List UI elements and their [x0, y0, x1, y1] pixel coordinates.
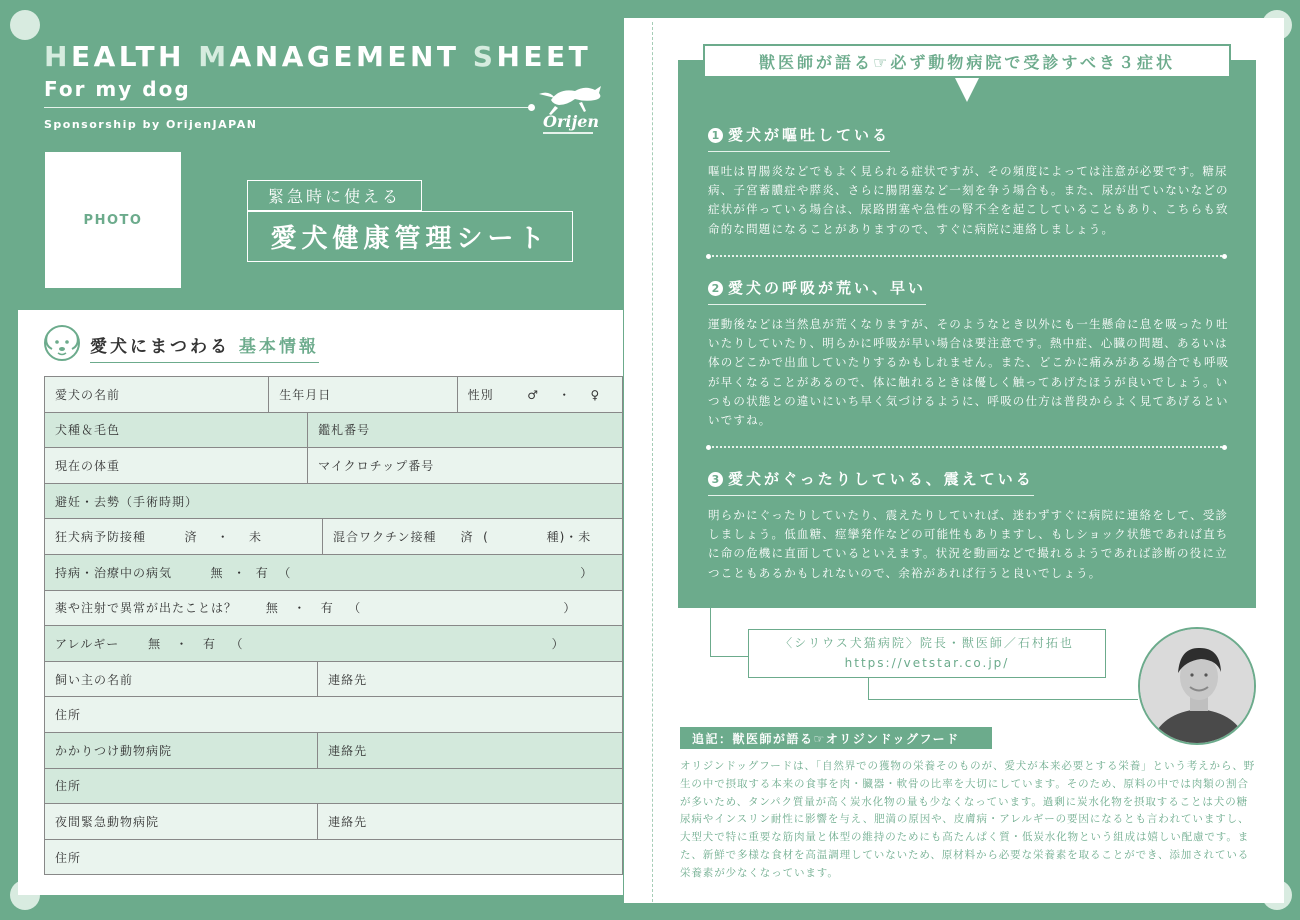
- form-field[interactable]: 現在の体重: [45, 448, 308, 483]
- form-field[interactable]: 性別 ♂ ・ ♀: [467, 387, 601, 402]
- number-badge: 2: [708, 281, 723, 296]
- sheet-title: [44, 40, 591, 73]
- fold-line: [652, 22, 653, 902]
- svg-text:Orijen: Orijen: [543, 112, 600, 131]
- title-part: EALTH: [70, 40, 199, 73]
- symptoms-banner: 獣医師が語る☞必ず動物病院で受診すべき３症状: [703, 44, 1231, 78]
- form-field[interactable]: 住所: [55, 850, 82, 865]
- title-part: H: [44, 40, 71, 73]
- connector-line: [868, 699, 1138, 700]
- connector-line: [710, 607, 711, 657]
- emergency-badge: 緊急時に使える: [247, 180, 422, 211]
- form-field[interactable]: 連絡先: [328, 814, 368, 829]
- vet-url-link[interactable]: https://vetstar.co.jp/: [844, 656, 1010, 670]
- form-row: [44, 733, 623, 769]
- symptom-1-title: 1 愛犬が嘔吐している: [708, 124, 890, 152]
- form-field[interactable]: 鑑札番号: [318, 423, 371, 438]
- symptom-3-title: 3 愛犬がぐったりしている、震えている: [708, 468, 1034, 496]
- form-row: [44, 448, 623, 484]
- header-rule-dot: [528, 104, 535, 111]
- form-field[interactable]: 飼い主の名前: [45, 662, 318, 697]
- form-field[interactable]: 避妊・去勢（手術時期）: [55, 494, 199, 509]
- vet-credit: [748, 629, 1106, 678]
- form-field[interactable]: マイクロチップ番号: [318, 458, 435, 473]
- title-part: HEET: [496, 40, 592, 73]
- photo-placeholder[interactable]: PHOTO: [45, 152, 181, 288]
- title-part: ANAGEMENT: [229, 40, 473, 73]
- symptom-1-body: 嘔吐は胃腸炎などでもよく見られる症状ですが、その頻度によっては注意が必要です。糖尿病、子宮蓄膿症や膵炎、さらに腸閉塞など一刻を争う場合も。また、尿が出ていないなどの症状が伴っている場合は、尿路閉塞や急性の腎不全を起こしていることもあり、こちらも致命的な問題になることがありますので、すぐに病院に連絡しましょう。: [708, 164, 1229, 236]
- title-part: M: [198, 40, 230, 73]
- form-row: [44, 413, 623, 449]
- basic-info-title: 愛犬にまつわる 基本情報: [90, 332, 319, 363]
- vet-name: 〈シリウス犬猫病院〉院長・獣医師／石村拓也: [780, 636, 1074, 650]
- form-field[interactable]: 連絡先: [328, 743, 368, 758]
- number-badge: 1: [708, 128, 723, 143]
- connector-line: [710, 656, 748, 657]
- form-row: [44, 769, 623, 805]
- form-field[interactable]: 狂犬病予防接種 済 ・ 未: [45, 519, 323, 554]
- form-field[interactable]: 生年月日: [269, 377, 457, 412]
- form-field[interactable]: かかりつけ動物病院: [45, 733, 318, 768]
- vet-portrait-image: [1140, 629, 1256, 745]
- divider-dot: [706, 445, 711, 450]
- form-field[interactable]: 持病・治療中の病気 無 ・ 有 （ ）: [55, 565, 594, 580]
- form-row: [44, 840, 623, 876]
- form-field[interactable]: アレルギー 無 ・ 有 （ ）: [55, 636, 565, 651]
- symptom-2-body: 運動後などは当然息が荒くなりますが、そのようなとき以外にも一生懸命に息を吸ったり吐いたりしていたり、明らかに呼吸が早い場合は要注意です。熱中症、心臓の問題、あるいは体のどこかで出血していたりするかもしれません。また、どこかに痛みがある場合でも呼吸が早くなることがあるので、体に触れるときは優しく触ってあげたほうが良いでしょう。いつもの状態との違いにいち早く気づけるように、呼吸の仕方は普段からよく見てあげるといいですね。: [708, 317, 1230, 428]
- form-field[interactable]: 薬や注射で異常が出たことは？ 無 ・ 有 （ ）: [55, 601, 577, 616]
- header-rule: [44, 107, 532, 108]
- form-row: [44, 555, 623, 591]
- form-row: [44, 519, 623, 555]
- divider-dot: [1222, 445, 1227, 450]
- form-field[interactable]: 住所: [55, 779, 82, 794]
- banner-pointer: [955, 78, 979, 102]
- dog-face-icon: [42, 323, 82, 363]
- form-field[interactable]: 愛犬の名前: [45, 377, 269, 412]
- form-row: [44, 591, 623, 627]
- sheet-subtitle: For my dog: [44, 77, 191, 101]
- addendum-tag: 追記：獣医師が語る☞オリジンドッグフード: [680, 727, 992, 749]
- number-badge: 3: [708, 472, 723, 487]
- form-row: [44, 377, 623, 413]
- form-field[interactable]: 連絡先: [328, 672, 368, 687]
- orijen-logo: [535, 78, 607, 140]
- symptom-3-body: 明らかにぐったりしていたり、震えたりしていれば、迷わずすぐに病院に連絡をして、受診しましょう。低血糖、痙攣発作などの可能性もありますし、もしショック状態であれば直ちに命の危機に直面しているといえます。状況を動画などで撮れるようであれば診断の役に立つこともあるかもしれないので、余裕があれば行うと良いでしょう。: [708, 508, 1229, 580]
- basic-info-form: [44, 376, 623, 875]
- connector-line: [868, 678, 869, 700]
- form-row: [44, 484, 623, 520]
- addendum-body: オリジンドッグフードは、「自然界での獲物の栄養そのものが、愛犬が本来必要とする栄養」という考えから、野生の中で摂取する本来の食事を肉・臓器・軟骨の比率を大切にしています。そのため、原料の中では肉類の割合が多いため、タンパク質量が高く炭水化物の量も少なくなっています。過剰に炭水化物を摂取することは犬の糖尿病やインスリン耐性に影響を与え、肥満の原因や、皮膚病・アレルギーの要因になるとも言われていますし、大型犬で特に重要な筋肉量と体型の維持のためにも高たんぱく質・低炭水化物という組成は嬉しい配慮です。また、新鮮で多様な食材を高温調理していないため、原材料から必要な栄養素を取ることができ、添加されている栄養素が少なくなっています。: [680, 760, 1256, 879]
- divider-dot: [1222, 254, 1227, 259]
- form-row: [44, 697, 623, 733]
- sheet-japanese-title: 愛犬健康管理シート: [247, 211, 573, 262]
- sponsor-text: Sponsorship by OrijenJAPAN: [44, 118, 258, 131]
- corner-dot: [10, 10, 40, 40]
- form-field[interactable]: 夜間緊急動物病院: [45, 804, 318, 839]
- divider: [708, 255, 1226, 257]
- title-part: S: [472, 40, 497, 73]
- form-row: [44, 662, 623, 698]
- form-row: [44, 804, 623, 840]
- divider-dot: [706, 254, 711, 259]
- form-field[interactable]: 住所: [55, 708, 82, 723]
- form-field[interactable]: 犬種＆毛色: [45, 413, 308, 448]
- form-row: [44, 626, 623, 662]
- vet-portrait: [1138, 627, 1256, 745]
- form-field[interactable]: 混合ワクチン接種 済 ( 種)・未: [333, 530, 592, 545]
- divider: [708, 446, 1226, 448]
- symptom-2-title: 2 愛犬の呼吸が荒い、早い: [708, 277, 926, 305]
